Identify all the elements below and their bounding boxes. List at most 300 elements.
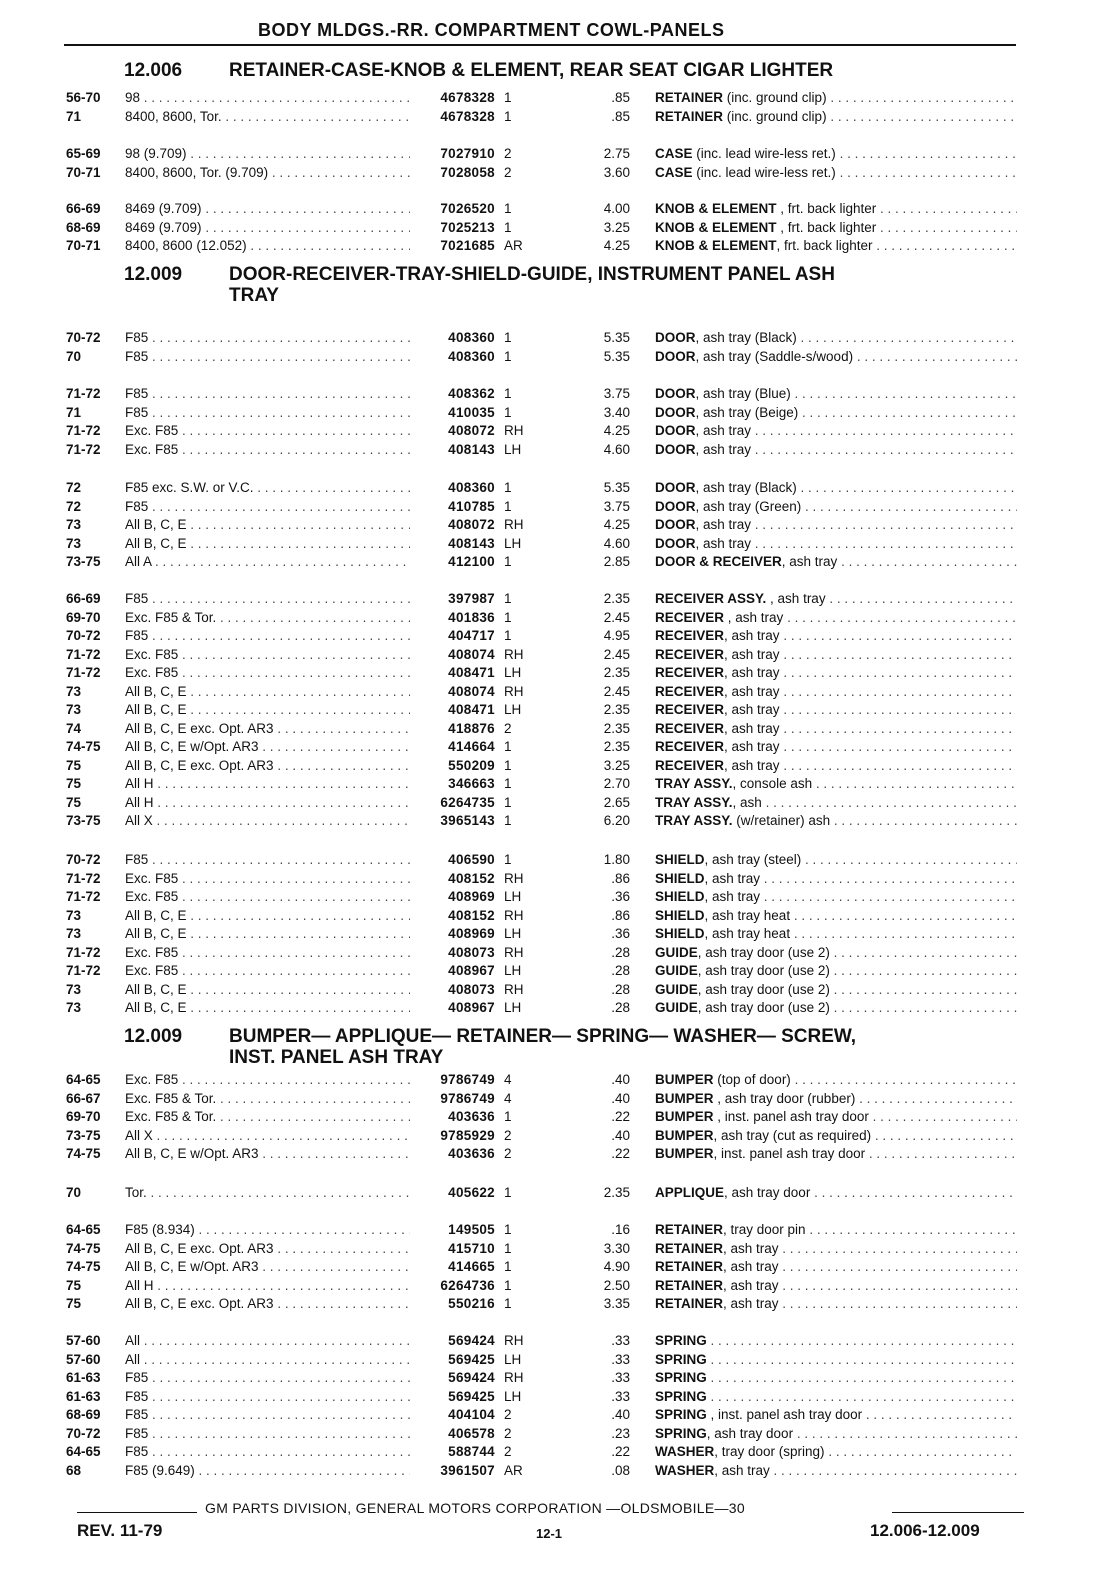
year-range: 71-72	[66, 944, 101, 960]
list-price: 3.60	[603, 164, 630, 180]
year-range: 61-63	[66, 1388, 101, 1404]
part-row	[0, 516, 1111, 535]
part-number: 415710	[448, 1240, 495, 1256]
year-range: 71-72	[66, 889, 101, 904]
year-range: 65-69	[66, 146, 101, 161]
part-number: 7025213	[440, 219, 495, 235]
part-name: GUIDE	[655, 981, 698, 997]
quantity: 1	[504, 591, 512, 606]
quantity: 1	[504, 794, 512, 810]
parts-group	[0, 1221, 1111, 1314]
year-range: 64-65	[66, 1222, 101, 1237]
part-name: BUMPER	[655, 1146, 714, 1161]
part-name: KNOB & ELEMENT	[655, 238, 777, 253]
model-applicability: All . . .	[125, 1332, 410, 1351]
list-price: .33	[611, 1388, 630, 1404]
parts-group	[0, 145, 1111, 182]
model-applicability: All H . . .	[125, 794, 410, 813]
part-number: 410035	[448, 404, 495, 420]
part-number: 9786749	[440, 1090, 495, 1106]
model-applicability: F85 . . .	[125, 1406, 410, 1425]
part-description	[655, 981, 1017, 1000]
model-applicability: All B, C, E w/Opt. AR3 . . .	[125, 1145, 410, 1164]
footer-text: GM PARTS DIVISION, GENERAL MOTORS CORPORATION —OLDSMOBILE—30	[205, 1500, 745, 1516]
part-row	[0, 553, 1111, 572]
part-name: RECEIVER	[655, 702, 725, 717]
model-applicability: Exc. F85 & Tor. . . .	[125, 1108, 410, 1127]
list-price: 2.35	[603, 1185, 630, 1200]
quantity: LH	[504, 1000, 522, 1015]
model-applicability: F85 . . .	[125, 1443, 410, 1462]
part-detail: , ash tray	[766, 591, 826, 606]
year-range: 74-75	[66, 1259, 101, 1274]
part-row	[0, 1145, 1111, 1164]
part-name: SPRING	[655, 1333, 707, 1348]
model-applicability: F85 . . .	[125, 1425, 410, 1444]
model-applicability: Exc. F85 . . .	[125, 441, 410, 460]
part-detail: , ash tray (Green)	[695, 498, 802, 514]
list-price: 3.40	[603, 404, 630, 420]
list-price: 6.20	[603, 813, 630, 828]
year-range: 72	[66, 498, 82, 514]
part-number: 408360	[448, 348, 495, 364]
part-number: 408143	[448, 535, 495, 551]
model-applicability: Exc. F85 . . .	[125, 422, 410, 441]
part-description	[655, 812, 1017, 831]
part-number: 550209	[448, 757, 495, 773]
part-description	[655, 646, 1017, 665]
year-range: 71-72	[66, 963, 101, 978]
list-price: .08	[611, 1462, 630, 1478]
part-number: 569424	[448, 1370, 495, 1385]
year-range: 73	[66, 1000, 82, 1015]
part-row	[0, 404, 1111, 423]
part-name: RETAINER	[655, 1296, 724, 1311]
list-price: 4.00	[603, 201, 630, 216]
part-detail: , frt. back lighter	[776, 201, 877, 216]
part-detail: (inc. lead wire-less ret.)	[692, 164, 836, 180]
year-range: 74-75	[66, 1240, 101, 1256]
model-applicability: F85 . . .	[125, 404, 410, 423]
year-range: 73	[66, 535, 82, 551]
year-range: 64-65	[66, 1072, 101, 1087]
part-description	[655, 441, 1017, 460]
list-price: 2.50	[603, 1277, 630, 1293]
quantity: LH	[504, 535, 522, 551]
year-range: 68-69	[66, 219, 101, 235]
model-applicability: 8469 (9.709) . . .	[125, 219, 410, 238]
part-detail: , ash tray	[723, 1259, 779, 1274]
parts-group	[0, 1184, 1111, 1203]
part-description	[655, 888, 1017, 907]
model-applicability: Exc. F85 . . .	[125, 646, 410, 665]
part-detail: , ash tray	[724, 702, 780, 717]
quantity: LH	[504, 889, 522, 904]
part-name: SPRING	[655, 1370, 707, 1385]
year-range: 73	[66, 907, 82, 923]
part-description	[655, 627, 1017, 646]
part-number: 3965143	[440, 813, 495, 828]
part-detail: , ash tray door	[724, 1185, 811, 1200]
part-detail: , inst. panel ash tray door	[713, 1109, 869, 1124]
parts-group	[0, 329, 1111, 366]
model-applicability: All B, C, E . . .	[125, 535, 410, 554]
quantity: 1	[504, 1277, 512, 1293]
part-description	[655, 1332, 1017, 1351]
list-price: 2.35	[603, 665, 630, 680]
part-row	[0, 646, 1111, 665]
part-row	[0, 1108, 1111, 1127]
part-row	[0, 720, 1111, 739]
part-number: 408072	[448, 423, 495, 438]
year-range: 56-70	[66, 90, 101, 105]
part-name: WASHER	[655, 1444, 715, 1459]
model-applicability: F85 exc. S.W. or V.C. . . .	[125, 479, 410, 498]
part-name: RETAINER	[655, 90, 724, 105]
part-number: 408074	[448, 683, 495, 699]
model-applicability: Exc. F85 . . .	[125, 888, 410, 907]
part-detail: , ash tray heat	[704, 907, 791, 923]
part-name: RETAINER	[655, 108, 724, 124]
parts-group	[0, 385, 1111, 459]
model-applicability: F85 (9.649) . . .	[125, 1462, 410, 1481]
part-row	[0, 851, 1111, 870]
year-range: 73	[66, 683, 82, 699]
part-row	[0, 1127, 1111, 1146]
section-title-line: INST. PANEL ASH TRAY	[229, 1047, 444, 1068]
quantity: 1	[504, 776, 512, 791]
part-detail: , tray door pin	[723, 1222, 806, 1237]
running-head: BODY MLDGS.-RR. COMPARTMENT COWL-PANELS	[258, 20, 725, 40]
section-number: 12.006	[124, 60, 183, 81]
part-row	[0, 1090, 1111, 1109]
part-description	[655, 1388, 1017, 1407]
model-applicability: All X . . .	[125, 1127, 410, 1146]
part-description	[655, 609, 1017, 628]
part-row	[0, 237, 1111, 256]
list-price: 3.30	[603, 1240, 630, 1256]
model-applicability: Exc. F85 . . .	[125, 870, 410, 889]
part-row	[0, 1332, 1111, 1351]
quantity: RH	[504, 870, 524, 886]
model-applicability: All B, C, E exc. Opt. AR3 . . .	[125, 720, 410, 739]
part-detail: (inc. lead wire-less ret.)	[692, 146, 836, 161]
list-price: 3.25	[603, 219, 630, 235]
section-number: 12.009	[124, 1026, 183, 1047]
part-number: 414665	[448, 1259, 495, 1274]
part-detail: , ash tray	[724, 646, 780, 662]
part-detail: , ash tray (Beige)	[695, 404, 799, 420]
year-range: 61-63	[66, 1370, 101, 1385]
part-row	[0, 981, 1111, 1000]
part-description	[655, 108, 1017, 127]
part-row	[0, 609, 1111, 628]
model-applicability: Exc. F85 . . .	[125, 664, 410, 683]
part-detail: , ash tray door (use 2)	[697, 1000, 830, 1015]
quantity: 1	[504, 480, 512, 495]
year-range: 66-69	[66, 591, 101, 606]
model-applicability: All H . . .	[125, 775, 410, 794]
part-number: 149505	[448, 1222, 495, 1237]
quantity: 1	[504, 1259, 512, 1274]
part-row	[0, 1388, 1111, 1407]
list-price: 2.70	[603, 776, 630, 791]
part-number: 7021685	[440, 238, 495, 253]
model-applicability: 8400, 8600 (12.052) . . .	[125, 237, 410, 256]
part-row	[0, 1258, 1111, 1277]
year-range: 71	[66, 404, 82, 420]
model-applicability: F85 (8.934) . . .	[125, 1221, 410, 1240]
year-range: 75	[66, 1296, 82, 1311]
part-row	[0, 1443, 1111, 1462]
part-description	[655, 907, 1017, 926]
part-row	[0, 1369, 1111, 1388]
year-range: 66-67	[66, 1090, 101, 1106]
part-description	[655, 1221, 1017, 1240]
list-price: 4.60	[603, 441, 630, 457]
year-range: 71-72	[66, 870, 101, 886]
part-row	[0, 441, 1111, 460]
list-price: .23	[611, 1425, 630, 1441]
list-price: .22	[611, 1444, 630, 1459]
part-detail: , frt. back lighter	[776, 219, 877, 235]
quantity: LH	[504, 926, 522, 941]
part-description	[655, 664, 1017, 683]
part-number: 6264736	[440, 1277, 495, 1293]
part-row	[0, 907, 1111, 926]
quantity: LH	[504, 702, 522, 717]
section-number: 12.009	[124, 264, 183, 285]
part-name: SHIELD	[655, 852, 705, 867]
part-number: 408072	[448, 517, 495, 532]
section-title	[124, 1026, 856, 1068]
part-row	[0, 498, 1111, 517]
year-range: 74-75	[66, 739, 101, 754]
part-description	[655, 1295, 1017, 1314]
part-row	[0, 1277, 1111, 1296]
footer-rule-right	[892, 1512, 1024, 1513]
part-row	[0, 683, 1111, 702]
year-range: 71-72	[66, 441, 101, 457]
part-detail: , frt. back lighter	[776, 238, 873, 253]
part-detail: , ash tray	[723, 1296, 779, 1311]
part-description	[655, 479, 1017, 498]
part-detail: , ash tray	[724, 720, 780, 736]
quantity: 1	[504, 386, 512, 401]
quantity: RH	[504, 981, 524, 997]
part-row	[0, 627, 1111, 646]
model-applicability: Exc. F85 . . .	[125, 1071, 410, 1090]
list-price: .86	[611, 907, 630, 923]
part-description	[655, 1277, 1017, 1296]
part-name: DOOR	[655, 535, 696, 551]
part-number: 404104	[448, 1407, 495, 1422]
year-range: 75	[66, 776, 82, 791]
part-number: 408969	[448, 889, 495, 904]
part-detail: , ash tray (steel)	[704, 852, 802, 867]
part-number: 569425	[448, 1351, 495, 1367]
part-description	[655, 1108, 1017, 1127]
quantity: 1	[504, 813, 512, 828]
part-description	[655, 1369, 1017, 1388]
year-range: 71-72	[66, 386, 101, 401]
section-title-line: RETAINER-CASE-KNOB & ELEMENT, REAR SEAT CIGAR LIGHTER	[229, 60, 834, 81]
year-range: 70-71	[66, 238, 101, 253]
quantity: 4	[504, 1072, 512, 1087]
quantity: 1	[504, 628, 512, 643]
part-detail: , ash tray	[695, 517, 752, 532]
part-name: RECEIVER	[655, 609, 725, 625]
part-name: RETAINER	[655, 1240, 724, 1256]
part-detail: , console ash	[732, 776, 813, 791]
part-number: 414664	[448, 739, 495, 754]
part-detail: , ash tray	[695, 441, 752, 457]
part-name: RECEIVER ASSY.	[655, 591, 767, 606]
model-applicability: F85 . . .	[125, 851, 410, 870]
part-detail: , ash tray	[695, 423, 752, 438]
part-number: 403636	[448, 1146, 495, 1161]
list-price: 5.35	[603, 330, 630, 345]
part-detail: , inst. panel ash tray door	[706, 1407, 863, 1422]
part-detail: , ash tray	[724, 739, 780, 754]
part-number: 6264735	[440, 794, 495, 810]
part-detail: , ash tray	[724, 609, 784, 625]
part-detail: , inst. panel ash tray door	[713, 1146, 866, 1161]
part-number: 408360	[448, 330, 495, 345]
part-number: 408967	[448, 1000, 495, 1015]
part-number: 569424	[448, 1333, 495, 1348]
year-range: 57-60	[66, 1333, 101, 1348]
list-price: .40	[611, 1407, 630, 1422]
part-row	[0, 925, 1111, 944]
list-price: .33	[611, 1333, 630, 1348]
part-name: RECEIVER	[655, 646, 725, 662]
part-name: GUIDE	[655, 963, 698, 978]
part-number: 403636	[448, 1109, 495, 1124]
list-price: 4.25	[603, 423, 630, 438]
part-detail: , ash tray	[724, 683, 780, 699]
part-name: SPRING	[655, 1388, 707, 1404]
part-name: DOOR	[655, 386, 696, 401]
model-applicability: All A . . .	[125, 553, 410, 572]
quantity: 2	[504, 164, 512, 180]
part-detail: , ash tray heat	[704, 926, 791, 941]
year-range: 73	[66, 981, 82, 997]
part-row	[0, 1240, 1111, 1259]
quantity: RH	[504, 517, 524, 532]
part-name: DOOR	[655, 404, 696, 420]
year-range: 68	[66, 1462, 82, 1478]
list-price: 2.85	[603, 554, 630, 569]
model-applicability: All B, C, E w/Opt. AR3 . . .	[125, 738, 410, 757]
model-applicability: All X . . .	[125, 812, 410, 831]
part-number: 3961507	[440, 1462, 495, 1478]
section-title-line: DOOR-RECEIVER-TRAY-SHIELD-GUIDE, INSTRUMENT PANEL ASH	[229, 264, 835, 285]
part-number: 9786749	[440, 1072, 495, 1087]
part-detail: (inc. ground clip)	[723, 108, 827, 124]
part-description	[655, 775, 1017, 794]
part-number: 7027910	[440, 146, 495, 161]
list-price: 4.95	[603, 628, 630, 643]
year-range: 70-71	[66, 164, 101, 180]
part-name: DOOR & RECEIVER	[655, 554, 782, 569]
year-range: 73-75	[66, 554, 101, 569]
part-row	[0, 944, 1111, 963]
part-row	[0, 164, 1111, 183]
part-row	[0, 590, 1111, 609]
model-applicability: 98 . . .	[125, 89, 410, 108]
part-detail: (inc. ground clip)	[723, 90, 827, 105]
section-title	[124, 60, 833, 81]
part-name: TRAY ASSY.	[655, 776, 733, 791]
model-applicability: All B, C, E . . .	[125, 516, 410, 535]
list-price: .28	[611, 1000, 630, 1015]
part-number: 408152	[448, 870, 495, 886]
section-title	[124, 264, 835, 306]
part-detail: , ash tray (Saddle-s/wood)	[695, 348, 854, 364]
list-price: .22	[611, 1146, 630, 1161]
model-applicability: All B, C, E . . .	[125, 907, 410, 926]
part-detail: (top of door)	[713, 1072, 791, 1087]
year-range: 70-72	[66, 852, 101, 867]
part-row	[0, 89, 1111, 108]
part-detail: , ash tray (cut as required)	[713, 1127, 872, 1143]
list-price: 1.80	[603, 852, 630, 867]
quantity: 1	[504, 1240, 512, 1256]
part-name: WASHER	[655, 1462, 715, 1478]
quantity: RH	[504, 646, 524, 662]
part-name: DOOR	[655, 517, 696, 532]
part-name: SPRING	[655, 1407, 707, 1422]
part-name: BUMPER	[655, 1090, 714, 1106]
quantity: 2	[504, 1444, 512, 1459]
part-detail: (w/retainer) ash	[732, 813, 831, 828]
year-range: 73	[66, 702, 82, 717]
quantity: 1	[504, 554, 512, 569]
list-price: .33	[611, 1351, 630, 1367]
part-description	[655, 404, 1017, 423]
part-row	[0, 870, 1111, 889]
part-row	[0, 1184, 1111, 1203]
part-row	[0, 385, 1111, 404]
list-price: 2.45	[603, 683, 630, 699]
quantity: 1	[504, 330, 512, 345]
list-price: 3.25	[603, 757, 630, 773]
quantity: 2	[504, 146, 512, 161]
model-applicability: 98 (9.709) . . .	[125, 145, 410, 164]
part-detail: , ash tray	[704, 870, 761, 886]
list-price: 3.35	[603, 1296, 630, 1311]
part-name: RECEIVER	[655, 628, 725, 643]
model-applicability: Exc. F85 & Tor. . . .	[125, 609, 410, 628]
model-applicability: F85 . . .	[125, 1369, 410, 1388]
quantity: 4	[504, 1090, 512, 1106]
part-name: BUMPER	[655, 1072, 714, 1087]
list-price: 4.60	[603, 535, 630, 551]
part-description	[655, 794, 1017, 813]
part-description	[655, 329, 1017, 348]
list-price: .28	[611, 981, 630, 997]
quantity: 1	[504, 1296, 512, 1311]
part-name: GUIDE	[655, 1000, 698, 1015]
part-description	[655, 1240, 1017, 1259]
year-range: 70-72	[66, 330, 101, 345]
part-name: KNOB & ELEMENT	[655, 219, 777, 235]
part-description	[655, 1127, 1017, 1146]
quantity: 1	[504, 1185, 512, 1200]
list-price: .40	[611, 1090, 630, 1106]
model-applicability: F85 . . .	[125, 627, 410, 646]
